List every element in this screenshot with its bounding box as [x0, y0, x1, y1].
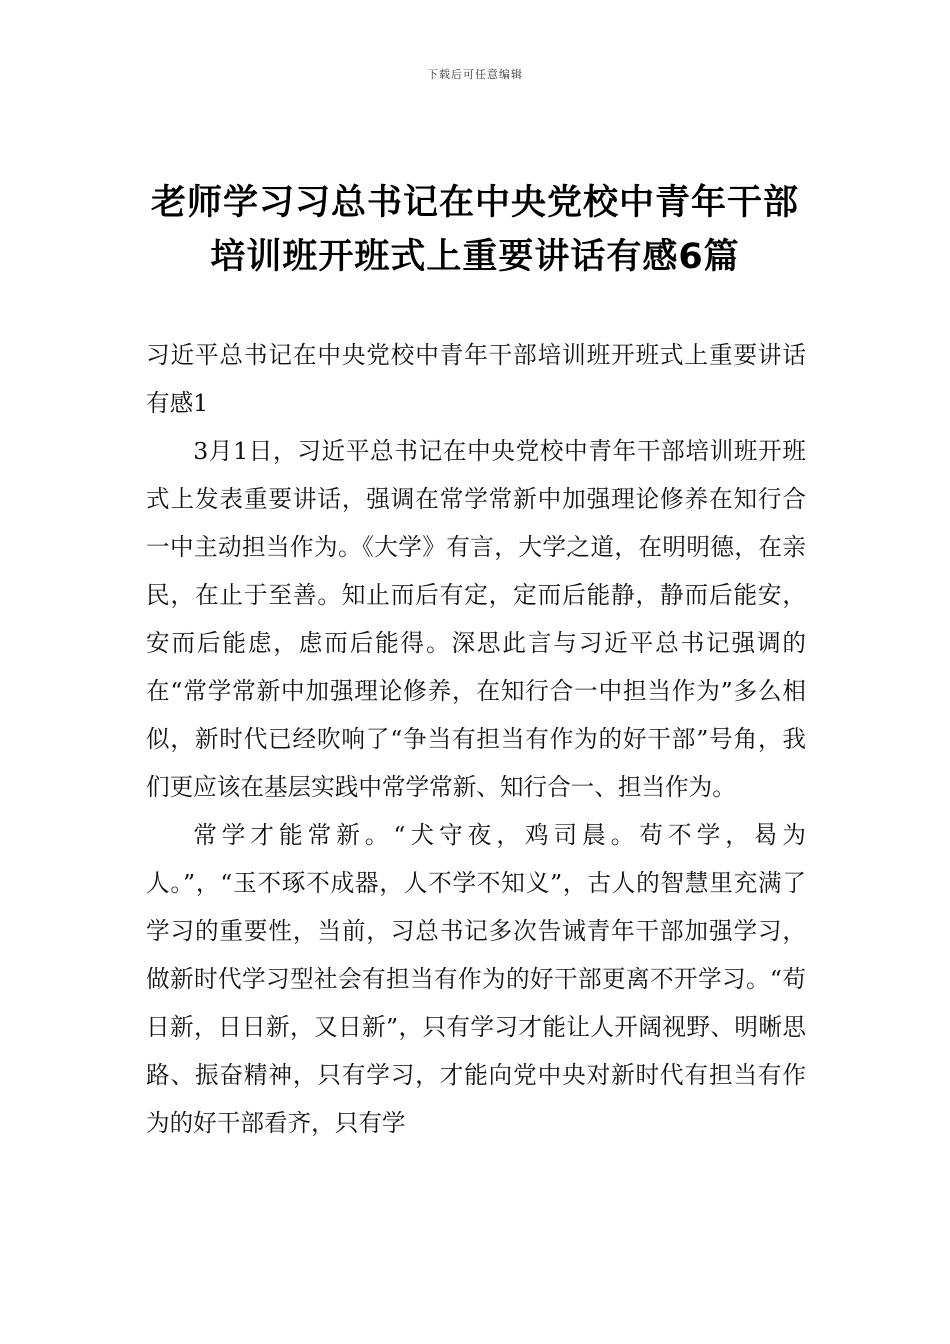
body-paragraph-2: 常学才能常新。“犬守夜，鸡司晨。苟不学，曷为人。”，“玉不琢不成器，人不学不知义”，古人的智慧里充满了学习的重要性，当前，习总书记多次告诫青年干部加强学习，做新时代学习型社会有担当有作为的好干部更离不开学习。“苟日新，日日新，又日新”，只有学习才能让人开阔视野、明晰思路、振奋精神，只有学习，才能向党中央对新时代有担当有作为的好干部看齐，只有学 [146, 821, 806, 1137]
document-title [120, 176, 830, 284]
section-subtitle: 习近平总书记在中央党校中青年干部培训班开班式上重要讲话有感1 [146, 341, 806, 417]
document-body [146, 331, 806, 1147]
document-title-line-2: 培训班开班式上重要讲话有感6篇 [210, 237, 740, 277]
body-paragraph-1: 3月1日，习近平总书记在中央党校中青年干部培训班开班式上发表重要讲话，强调在常学常新中加强理论修养在知行合一中主动担当作为。《大学》有言，大学之道，在明明德，在亲民，在止于至善。知止而后有定，定而后能静，静而后能安，安而后能虑，虑而后能得。深思此言与习近平总书记强调的在“常学常新中加强理论修养，在知行合一中担当作为”多么相似，新时代已经吹响了“争当有担当有作为的好干部”号角，我们更应该在基层实践中常学常新、知行合一、担当作为。 [146, 437, 806, 801]
document-title-line-1: 老师学习习总书记在中央党校中青年干部 [150, 183, 799, 223]
header-note: 下载后可任意编辑 [427, 68, 523, 81]
